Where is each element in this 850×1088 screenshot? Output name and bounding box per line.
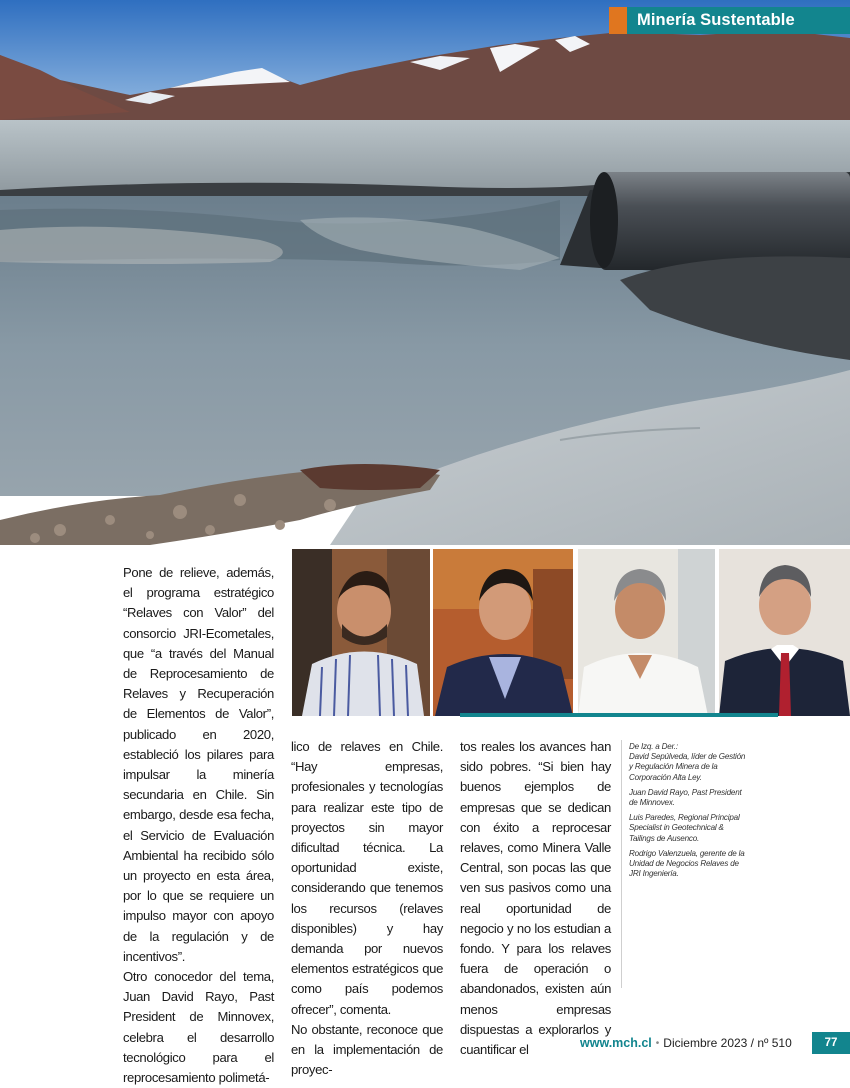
article-column-2 <box>291 737 443 1080</box>
caption-person: Luis Paredes, Regional Principal Specialist in Geotechnical & Tailings de Ausenco. <box>629 813 740 843</box>
portrait-rodrigo-valenzuela <box>719 549 850 716</box>
section-tag <box>609 7 850 34</box>
caption-intro: De Izq. a Der.: <box>629 742 678 751</box>
footer-url-link[interactable]: www.mch.cl <box>580 1036 652 1050</box>
section-tag-accent <box>609 7 627 34</box>
portrait-strip <box>292 549 850 717</box>
portrait-rule <box>460 713 778 717</box>
section-label: Minería Sustentable <box>637 11 795 29</box>
article-paragraph: tos reales los avances han sido pobres. “Si bien hay buenos ejemplos de empresas que se dedican con éxito a reprocesar relaves, como Minera Valle Central, son pocas las que ven sus pasivos como una real oportunidad de negocio y no los estudian a fondo. Y para los relaves fuera de operación o abandonados, existen aún menos empresas dispuestas a explorarlos y cuantificar el <box>460 739 611 1058</box>
article-paragraph: Pone de relieve, además, el programa estratégico “Relaves con Valor” del consorcio JRI-Ecometales, que “a través del Manual de Reprocesamiento de Relaves y Recuperación de Elementos de Valor”, publicado en 2020, estableció los pilares para impulsar la minería secundaria en Chile. Sin embargo, desde esa fecha, el Servicio de Evaluación Ambiental ha recibido sólo un proyecto en esta área, por lo que se requiere un impulso mayor con apoyo de la regulación y de incentivos”. <box>123 565 274 964</box>
portrait-luis-paredes <box>578 549 715 716</box>
article-column-3 <box>460 737 611 1060</box>
caption-person: Juan David Rayo, Past President de Minnovex. <box>629 787 742 808</box>
caption-divider <box>621 740 622 988</box>
footer-issue: Diciembre 2023 / nº 510 <box>663 1036 792 1050</box>
page-footer <box>580 1032 792 1054</box>
page-number: 77 <box>812 1032 850 1054</box>
photo-caption <box>629 742 747 884</box>
article-paragraph: No obstante, reconoce que en la implementación de proyec- <box>291 1021 443 1078</box>
article-paragraph: Otro conocedor del tema, Juan David Rayo, Past President de Minnovex, celebra el desarrollo tecnológico para el reprocesamiento polimetá- <box>123 969 274 1086</box>
footer-separator: • <box>655 1037 660 1049</box>
article-column-1 <box>123 563 274 1088</box>
article-paragraph: lico de relaves en Chile. “Hay empresas, profesionales y tecnologías para realizar este tipo de proyectos sin mayor dificultad técnica. La oportunidad existe, considerando que tenemos los recursos (relaves disponibles) y hay demanda por nuevos elementos estratégicos que como país podemos ofrecer”, comenta. <box>291 739 443 1017</box>
caption-person: David Sepúlveda, líder de Gestión y Regulación Minera de la Corporación Alta Ley. <box>629 752 746 782</box>
caption-person: Rodrigo Valenzuela, gerente de la Unidad de Negocios Relaves de JRI Ingeniería. <box>629 848 745 879</box>
portrait-juan-david-rayo <box>433 549 573 716</box>
portrait-david-sepulveda <box>292 549 430 716</box>
